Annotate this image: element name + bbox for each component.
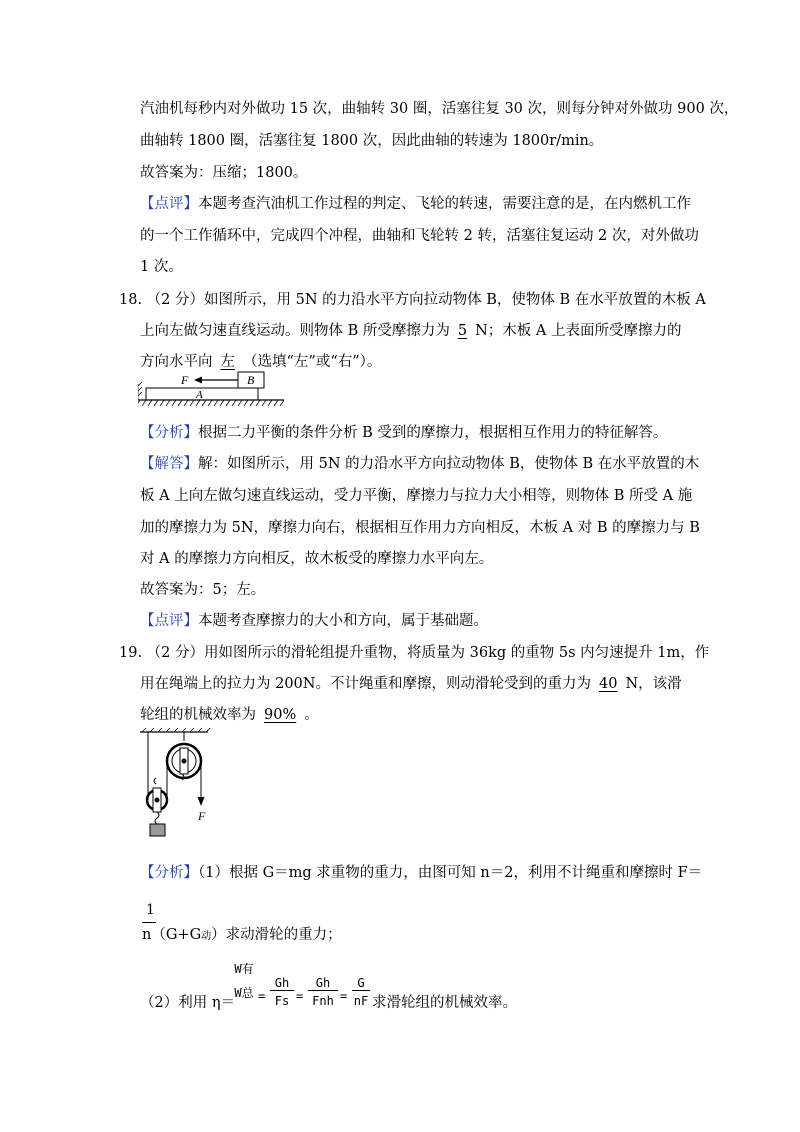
comment-line [140,194,691,214]
question-text: （2 分）如图所示，用 5N 的力沿水平方向拉动物体 B，使物体 B 在水平放置的木板 A [146,292,706,308]
question-text-line [140,705,319,725]
equals: = [340,989,348,1003]
fraction-bar [142,922,156,923]
fraction-numerator: 1 [146,902,155,918]
chain [155,812,159,824]
analysis-tag: 【分析】 [140,425,198,441]
pulley-diagram [140,728,220,840]
hook [154,778,156,784]
text-line: 1 次。 [140,259,183,275]
text: 。 [304,707,319,723]
fraction-denominator: n [142,927,152,943]
arrow-head [194,377,202,384]
analysis-line [140,863,702,883]
eff-den: Fnh [312,994,334,1008]
answer-line: 故答案为：5；左。 [140,582,266,598]
subscript: 动 [201,931,212,942]
question-text-line [140,321,682,341]
text: N；木板 A 上表面所受摩擦力的 [475,323,682,339]
text: 轮组的机械效率为 [140,707,256,723]
question-number: 18. [119,292,143,308]
weight-block [150,824,165,836]
answer-line: 故答案为：压缩；1800。 [140,165,308,181]
comment-tag: 【点评】 [140,613,198,629]
force-label: F [198,809,206,823]
text-line: 对 A 的摩擦力方向相反，故木板受的摩擦力水平向左。 [140,551,494,567]
text-line: 加的摩擦力为 5N，摩擦力向右，根据相互作用力方向相反，木板 A 对 B 的摩擦力与 B [140,520,700,536]
eff-num: G [352,976,370,991]
comment-tag: 【点评】 [140,196,198,212]
comment-text: 本题考查汽油机工作过程的判定、飞轮的转速，需要注意的是，在内燃机工作 [198,196,691,212]
wall-hatching [138,382,142,400]
efficiency-line-end: 求滑轮组的机械效率。 [372,995,517,1011]
text: 方向水平向 [140,354,213,370]
text-line: 板 A 上向左做匀速直线运动，受力平衡，摩擦力与拉力大小相等，则物体 B 所受 A 施 [140,488,693,504]
analysis-formula-line [142,925,342,947]
text-line: 曲轴转 1800 圈，活塞往复 1800 次，因此曲轴的转速为 1800r/min。 [140,133,604,149]
fixed-pulley-axle [182,759,187,764]
analysis-text: 根据二力平衡的条件分析 B 受到的摩擦力，根据相互作用力的特征解答。 [198,425,668,441]
text: 上向左做匀速直线运动。则物体 B 所受摩擦力为 [140,323,450,339]
text: 用在绳端上的拉力为 200N。不计绳重和摩擦，则动滑轮受到的重力为 [140,676,591,692]
friction-diagram [138,370,286,412]
text: （选填“左”或“右”）。 [243,354,382,370]
eff-den: nF [353,994,369,1008]
eff-num: W有 [234,962,254,976]
eff-num: Gh [270,976,294,991]
pull-arrow [198,797,205,806]
solution-text: 解：如图所示，用 5N 的力沿水平方向拉动物体 B，使物体 B 在水平放置的木 [198,456,700,472]
question-18-line [119,290,706,310]
solution-line [140,454,699,474]
block-b-label: B [247,373,255,387]
efficiency-line: （2）利用 η＝ [140,995,236,1011]
text-line: 汽油机每秒内对外做功 15 次，曲轴转 30 圈，活塞往复 30 次，则每分钟对外做功 900 次， [140,101,739,117]
analysis-tag: 【分析】 [140,865,198,881]
question-number: 19. [119,645,143,661]
question-text-line [140,674,682,694]
answer-blank: 40 [598,676,618,692]
analysis-line [140,423,667,443]
analysis-text: （1）根据 G＝mg 求重物的重力，由图可知 n＝2，利用不计绳重和摩擦时 F＝ [198,865,703,881]
equals: = [296,989,304,1003]
force-label: F [181,373,189,387]
solution-tag: 【解答】 [140,456,198,472]
text: （G+G [151,927,202,943]
question-19-line [119,643,709,663]
movable-pulley-axle [155,798,160,803]
comment-text: 本题考查摩擦力的大小和方向，属于基础题。 [198,613,488,629]
board-a-label: A [196,389,203,401]
ground-hatching [138,400,284,406]
text: N，该滑 [625,676,682,692]
comment-line [140,611,488,631]
answer-blank: 90% [264,707,297,723]
question-text-line [140,352,381,372]
text-line: 的一个工作循环中，完成四个冲程，曲轴和飞轮转 2 转，活塞往复运动 2 次，对外做功 [140,228,699,244]
equals: = [258,989,266,1003]
eff-den: Fs [274,994,290,1008]
eff-num: Gh [308,976,338,991]
answer-blank: 5 [457,323,468,339]
eff-den: W总 [234,986,254,1000]
answer-blank: 左 [220,354,235,370]
text: ）求动滑轮的重力； [211,927,342,943]
question-text: （2 分）用如图所示的滑轮组提升重物，将质量为 36kg 的重物 5s 内匀速提升 1m，作 [146,645,710,661]
